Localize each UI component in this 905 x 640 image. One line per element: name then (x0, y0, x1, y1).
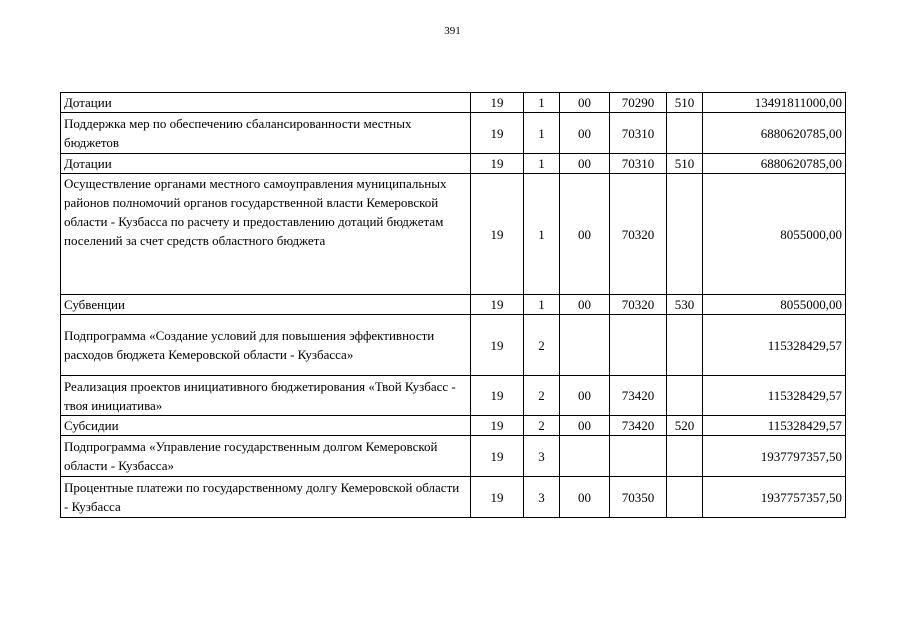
table-row (61, 113, 846, 154)
row-code-e (667, 436, 703, 477)
row-name: Субсидии (61, 416, 471, 436)
row-code-d: 73420 (610, 416, 667, 436)
row-code-c (560, 436, 610, 477)
table-row (61, 376, 846, 416)
row-name: Подпрограмма «Управление государственным долгом Кемеровской области - Кузбасса» (61, 436, 471, 477)
row-code-d (610, 436, 667, 477)
row-code-a: 19 (471, 477, 524, 518)
row-code-c: 00 (560, 174, 610, 295)
table-row (61, 295, 846, 315)
row-code-c: 00 (560, 477, 610, 518)
row-amount: 8055000,00 (703, 174, 846, 295)
row-code-b: 2 (524, 376, 560, 416)
row-amount: 13491811000,00 (703, 93, 846, 113)
row-code-b: 2 (524, 416, 560, 436)
row-code-c (560, 315, 610, 376)
row-code-a: 19 (471, 154, 524, 174)
row-code-e (667, 174, 703, 295)
row-code-c: 00 (560, 416, 610, 436)
row-code-e: 510 (667, 93, 703, 113)
row-code-b: 1 (524, 295, 560, 315)
row-name: Реализация проектов инициативного бюджетирования «Твой Кузбасс - твоя инициатива» (61, 376, 471, 416)
row-name: Процентные платежи по государственному долгу Кемеровской области - Кузбасса (61, 477, 471, 518)
table-row (61, 436, 846, 477)
row-code-c: 00 (560, 154, 610, 174)
row-name: Осуществление органами местного самоуправления муниципальных районов полномочий органов государственной власти Кемеровской области - Кузбасса по расчету и предоставлению дотаций бюджетам поселений за счет средств областного бюджета (61, 174, 471, 295)
row-name: Субвенции (61, 295, 471, 315)
row-code-a: 19 (471, 315, 524, 376)
row-code-c: 00 (560, 113, 610, 154)
row-code-a: 19 (471, 113, 524, 154)
row-code-a: 19 (471, 416, 524, 436)
row-code-b: 1 (524, 93, 560, 113)
row-code-e (667, 376, 703, 416)
table-row (61, 154, 846, 174)
row-name: Подпрограмма «Создание условий для повышения эффективности расходов бюджета Кемеровской области - Кузбасса» (61, 315, 471, 376)
row-code-d: 70290 (610, 93, 667, 113)
row-code-c: 00 (560, 376, 610, 416)
row-code-c: 00 (560, 93, 610, 113)
row-code-e (667, 315, 703, 376)
row-code-b: 3 (524, 477, 560, 518)
row-code-a: 19 (471, 93, 524, 113)
row-code-e: 510 (667, 154, 703, 174)
row-code-d: 70320 (610, 174, 667, 295)
row-amount: 8055000,00 (703, 295, 846, 315)
row-amount: 6880620785,00 (703, 113, 846, 154)
row-code-d: 73420 (610, 376, 667, 416)
row-amount: 115328429,57 (703, 315, 846, 376)
row-code-e: 520 (667, 416, 703, 436)
page-number: 391 (444, 25, 461, 37)
table-row (61, 477, 846, 518)
budget-table (60, 92, 846, 518)
table-row (61, 174, 846, 295)
row-code-b: 1 (524, 174, 560, 295)
row-amount: 115328429,57 (703, 376, 846, 416)
row-code-a: 19 (471, 174, 524, 295)
row-code-b: 3 (524, 436, 560, 477)
table-row (61, 93, 846, 113)
row-code-a: 19 (471, 295, 524, 315)
row-name: Дотации (61, 154, 471, 174)
row-code-b: 2 (524, 315, 560, 376)
row-code-c: 00 (560, 295, 610, 315)
row-code-e (667, 113, 703, 154)
row-code-b: 1 (524, 113, 560, 154)
row-code-d: 70310 (610, 113, 667, 154)
row-code-a: 19 (471, 436, 524, 477)
row-name: Дотации (61, 93, 471, 113)
table-row (61, 416, 846, 436)
row-amount: 6880620785,00 (703, 154, 846, 174)
row-code-b: 1 (524, 154, 560, 174)
row-amount: 1937797357,50 (703, 436, 846, 477)
row-code-a: 19 (471, 376, 524, 416)
row-amount: 1937757357,50 (703, 477, 846, 518)
row-code-d (610, 315, 667, 376)
row-amount: 115328429,57 (703, 416, 846, 436)
table-row (61, 315, 846, 376)
row-code-d: 70320 (610, 295, 667, 315)
row-code-d: 70350 (610, 477, 667, 518)
row-name: Поддержка мер по обеспечению сбалансированности местных бюджетов (61, 113, 471, 154)
row-code-e: 530 (667, 295, 703, 315)
row-code-e (667, 477, 703, 518)
row-code-d: 70310 (610, 154, 667, 174)
